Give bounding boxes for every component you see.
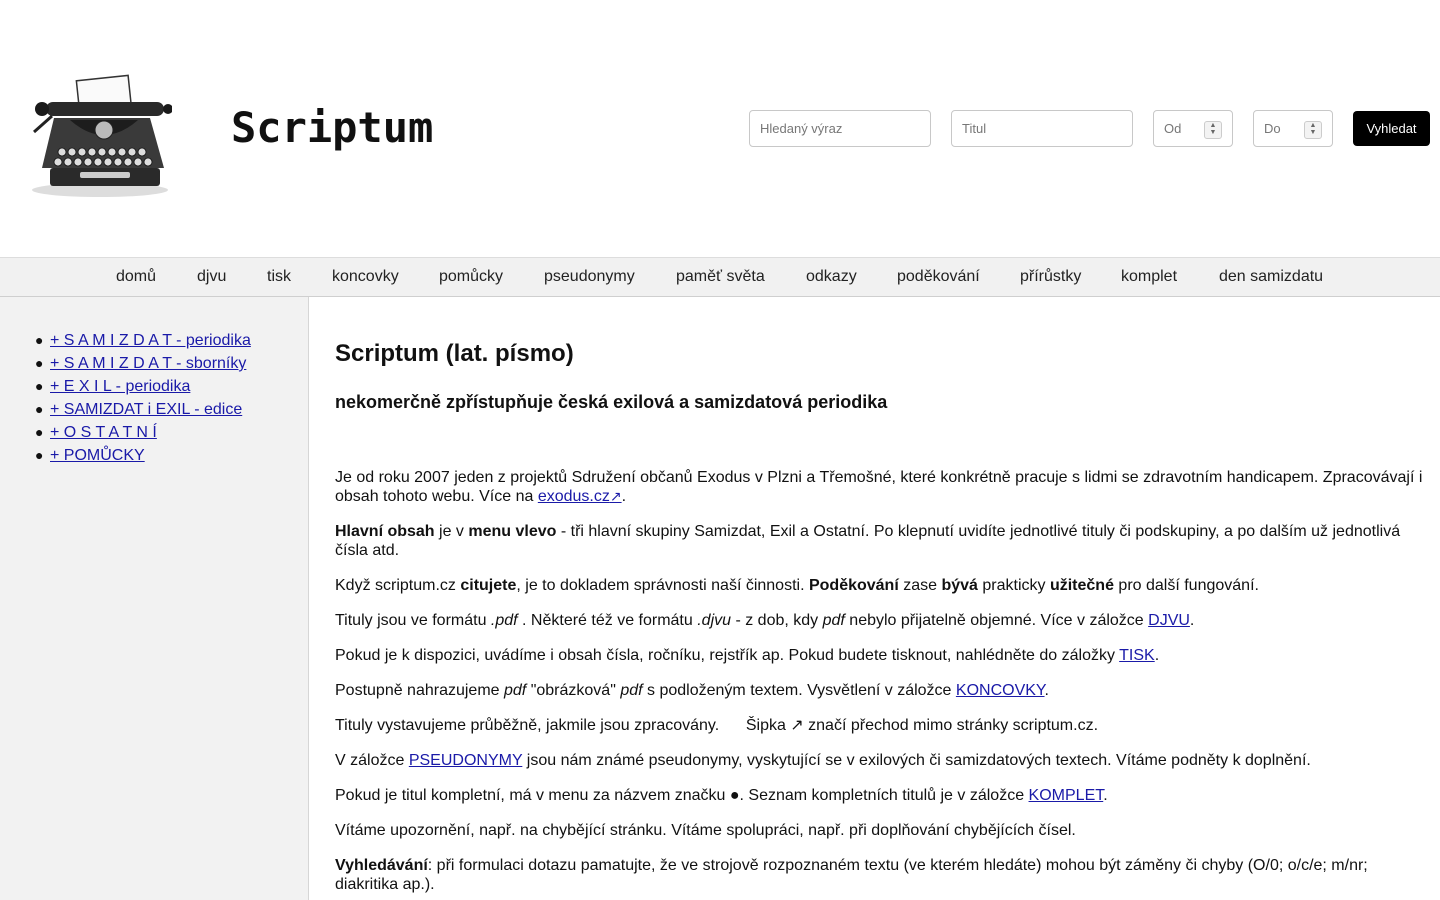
text: Postupně nahrazujeme: [335, 682, 504, 699]
typewriter-icon[interactable]: [30, 72, 172, 198]
search-tips-paragraph: [335, 856, 1430, 894]
nav-item-den-samizdatu[interactable]: den samizdatu: [1219, 268, 1324, 285]
search-title-field[interactable]: [951, 110, 1133, 147]
replace-paragraph: [335, 681, 1430, 700]
tisk-link[interactable]: TISK: [1119, 647, 1155, 664]
external-link-icon: ↗: [609, 488, 622, 504]
text: je v: [434, 523, 469, 540]
bullet-icon: ●: [35, 447, 44, 463]
page-title: Scriptum (lat. písmo): [335, 340, 574, 367]
top-nav: [0, 257, 1440, 297]
text: Pokud je titul kompletní, má v menu za názvem značku ●. Seznam kompletních titulů je v záložce: [335, 787, 1029, 804]
italic-text: pdf: [620, 682, 643, 699]
sidebar-link[interactable]: + O S T A T N Í: [50, 424, 157, 441]
nav-item-pamet-sveta[interactable]: paměť světa: [676, 268, 765, 285]
year-to-field[interactable]: [1253, 110, 1333, 147]
sidebar-item-samizdat-sborniky: [35, 352, 251, 375]
text: Pokud je k dispozici, uvádíme i obsah čísla, ročníku, rejstřík ap. Pokud budete tisknout, nahlédněte do záložky: [335, 647, 1120, 664]
text: nebylo přijatelně objemné. Více v záložce: [844, 612, 1149, 629]
nav-item-pomucky[interactable]: pomůcky: [439, 268, 504, 285]
exodus-link-label[interactable]: exodus.cz: [537, 488, 610, 505]
bold-text: citujete: [460, 577, 517, 594]
bold-text: Vyhledávání: [335, 857, 428, 874]
text: , je to dokladem správnosti naší činnosti.: [516, 577, 809, 594]
pseudonymy-link[interactable]: PSEUDONYMY: [408, 752, 523, 769]
bold-text: Poděkování: [808, 577, 899, 594]
search-title-input[interactable]: [952, 111, 1132, 146]
text: Tituly jsou ve formátu: [335, 612, 491, 629]
sidebar-item-exil-periodika: [35, 375, 251, 398]
sidebar-link[interactable]: + SAMIZDAT i EXIL - edice: [50, 401, 243, 418]
text: - z dob, kdy: [731, 612, 823, 629]
komplet-link[interactable]: KOMPLET: [1028, 787, 1104, 804]
main-content: [335, 297, 1430, 900]
italic-text: .pdf: [490, 612, 518, 629]
sidebar-link[interactable]: + E X I L - periodika: [50, 378, 191, 395]
site-title[interactable]: Scriptum: [231, 103, 434, 152]
sidebar-item-edice: [35, 398, 251, 421]
bullet-icon: ●: [35, 424, 44, 440]
sidebar-item-samizdat-periodika: [35, 329, 251, 352]
bullet-icon: ●: [35, 332, 44, 348]
nav-item-koncovky[interactable]: koncovky: [332, 268, 399, 285]
text: .: [621, 488, 627, 505]
sidebar-link[interactable]: + POMŮCKY: [50, 447, 145, 464]
bold-text: bývá: [941, 577, 978, 594]
sidebar-link[interactable]: + S A M I Z D A T - sborníky: [50, 355, 247, 372]
text: zase: [898, 577, 942, 594]
sidebar-item-ostatni: [35, 421, 251, 444]
text: jsou nám známé pseudonymy, vyskytující se v exilových či samizdatových textech. Vítáme podněty k doplnění.: [522, 752, 1311, 769]
bullet-icon: ●: [35, 401, 44, 417]
bullet-icon: ●: [35, 378, 44, 394]
search-button[interactable]: Vyhledat: [1353, 111, 1430, 146]
format-paragraph: [335, 611, 1430, 630]
nav-item-pseudonymy[interactable]: pseudonymy: [544, 268, 635, 285]
complete-paragraph: [335, 786, 1430, 805]
exodus-link[interactable]: [538, 488, 622, 505]
text: .: [1103, 787, 1108, 804]
nav-item-podekovani[interactable]: poděkování: [897, 268, 980, 285]
text: .: [1154, 647, 1160, 664]
text: . Některé též ve formátu: [517, 612, 698, 629]
sidebar-menu: [35, 329, 251, 467]
text: Je od roku 2007 jeden z projektů Sdružení občanů Exodus v Plzni a Třemošné, které konkrétně pracuje s lidmi se zdravotním handicapem. Zpracovávají i obsah tohoto webu. Více na: [335, 469, 1423, 505]
text: pro další fungování.: [1113, 577, 1259, 594]
text: .: [1044, 682, 1049, 699]
year-to-spinner[interactable]: ▲ ▼: [1304, 121, 1322, 139]
search-term-input[interactable]: [750, 111, 930, 146]
nav-item-tisk[interactable]: tisk: [267, 268, 291, 285]
bold-text: Hlavní obsah: [335, 523, 435, 540]
text: - tři hlavní skupiny Samizdat, Exil a Ostatní. Po klepnutí uvidíte jednotlivé tituly či podskupiny, a po dalším už jednotlivá čísla atd.: [335, 523, 1401, 559]
nav-item-domu[interactable]: domů: [116, 268, 157, 285]
main-content-paragraph: [335, 522, 1430, 560]
nav-item-komplet[interactable]: komplet: [1121, 268, 1178, 285]
sidebar-link[interactable]: + S A M I Z D A T - periodika: [50, 332, 251, 349]
sidebar: [0, 297, 309, 900]
koncovky-link[interactable]: KONCOVKY: [955, 682, 1045, 699]
sidebar-item-pomucky: [35, 444, 251, 467]
bullet-icon: ●: [35, 355, 44, 371]
italic-text: pdf: [504, 682, 527, 699]
text: s podloženým textem. Vysvětlení v záložce: [642, 682, 956, 699]
feedback-paragraph: Vítáme upozornění, např. na chybějící stránku. Vítáme spolupráci, např. při doplňování chybějících čísel.: [335, 822, 1076, 839]
italic-text: pdf: [822, 612, 845, 629]
text: Když scriptum.cz: [335, 577, 461, 594]
text: prakticky: [977, 577, 1050, 594]
header: [0, 0, 1440, 257]
citation-paragraph: [335, 576, 1430, 595]
bold-text: menu vlevo: [468, 523, 557, 540]
djvu-link[interactable]: DJVU: [1148, 612, 1190, 629]
page-subtitle: nekomerčně zpřístupňuje česká exilová a samizdatová periodika: [335, 392, 888, 412]
nav-item-odkazy[interactable]: odkazy: [806, 268, 857, 285]
bold-text: užitečné: [1049, 577, 1114, 594]
text: V záložce: [335, 752, 409, 769]
intro-paragraph: [335, 468, 1430, 506]
text: "obrázková": [526, 682, 621, 699]
nav-item-djvu[interactable]: djvu: [197, 268, 227, 285]
pseudonyms-paragraph: [335, 751, 1430, 770]
progress-paragraph: Tituly vystavujeme průběžně, jakmile jsou zpracovány. Šipka ↗ značí přechod mimo stránky scriptum.cz.: [335, 717, 1099, 734]
print-paragraph: [335, 646, 1430, 665]
nav-item-prirustky[interactable]: přírůstky: [1020, 268, 1082, 285]
text: : při formulaci dotazu pamatujte, že ve strojově rozpoznaném textu (ve kterém hledáte) mohou být záměny či chyby (O/0; o/c/e; m/nr; diakritika ap.).: [335, 857, 1368, 893]
text: .: [1189, 612, 1195, 629]
year-from-spinner[interactable]: ▲ ▼: [1204, 121, 1222, 139]
search-term-field[interactable]: [749, 110, 931, 147]
italic-text: .djvu: [697, 612, 732, 629]
year-from-field[interactable]: [1153, 110, 1233, 147]
